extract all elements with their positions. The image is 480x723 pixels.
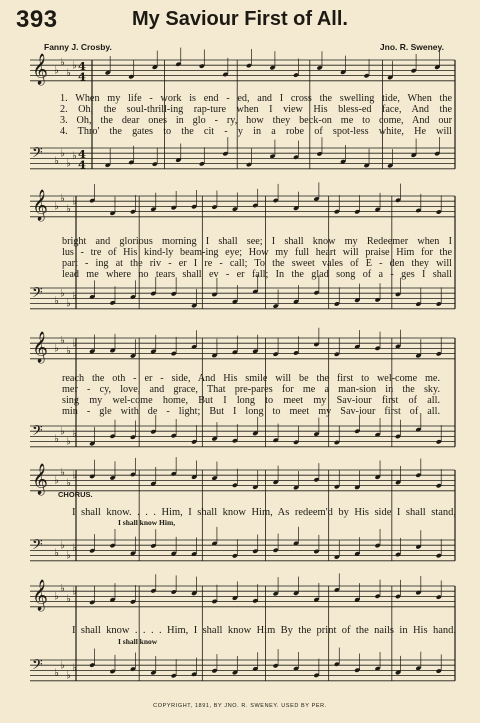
flat-sign: ♭ xyxy=(72,427,77,440)
flat-sign: ♭ xyxy=(54,342,59,355)
flat-sign: ♭ xyxy=(54,667,59,680)
bass-clef: 𝄢 xyxy=(32,284,43,304)
flat-sign: ♭ xyxy=(66,435,71,448)
flat-sign: ♭ xyxy=(54,547,59,560)
flat-sign: ♭ xyxy=(60,287,65,300)
flat-sign: ♭ xyxy=(54,200,59,213)
alto-cue: I shall know xyxy=(118,637,158,646)
flat-sign: ♭ xyxy=(66,203,71,216)
flat-sign: ♭ xyxy=(60,659,65,672)
flat-sign: ♭ xyxy=(54,295,59,308)
hymn-title: My Saviour First of All. xyxy=(132,8,348,30)
flat-sign: ♭ xyxy=(66,549,71,562)
lyric-line: min - gle with de - light; But I long to meet my Sav-iour first of all. xyxy=(62,406,440,417)
flat-sign: ♭ xyxy=(60,147,65,160)
lyric-line: 3. Oh, the dear ones in glo - ry, how they beck-on me to come, And our xyxy=(60,115,452,126)
flat-sign: ♭ xyxy=(72,337,77,350)
lyric-line: lus - tre of His kind-ly beam-ing eye; How my full heart will praise Him for the xyxy=(62,247,452,258)
flat-sign: ♭ xyxy=(66,477,71,490)
flat-sign: ♭ xyxy=(60,539,65,552)
chorus-label: CHORUS. xyxy=(58,490,93,499)
alto-cue: I shall know Him, xyxy=(118,518,176,527)
lyric-line: bright and glorious morning I shall see; I shall know my Redeemer when I xyxy=(62,236,452,247)
treble-clef: 𝄞 xyxy=(32,53,48,85)
flat-sign: ♭ xyxy=(54,590,59,603)
chorus-lyric-line: I shall know . . . . Him, I shall know Him By the print of the nails in His hand. xyxy=(72,625,456,636)
treble-clef: 𝄞 xyxy=(32,189,48,221)
flat-sign: ♭ xyxy=(72,541,77,554)
bass-clef: 𝄢 xyxy=(32,422,43,442)
lyric-line: 1. When my life - work is end - ed, and I cross the swelling tide, When the xyxy=(60,93,452,104)
treble-clef: 𝄞 xyxy=(32,463,48,495)
chorus-lyric-line: I shall know. . . . Him, I shall know Him, As redeem'd by His side I shall stand, xyxy=(72,507,456,518)
bass-clef: 𝄢 xyxy=(32,656,43,676)
flat-sign: ♭ xyxy=(60,425,65,438)
flat-sign: ♭ xyxy=(60,466,65,479)
treble-clef: 𝄞 xyxy=(32,579,48,611)
time-signature-bottom: 4 xyxy=(78,157,86,172)
flat-sign: ♭ xyxy=(72,469,77,482)
lyric-line: 4. Thro' the gates to the cit - y in a robe of spot-less white, He will xyxy=(60,126,452,137)
flat-sign: ♭ xyxy=(54,433,59,446)
lyric-line: 2. Oh, the soul-thrill-ing rap-ture when I view His bless-ed face, And the xyxy=(60,104,452,115)
flat-sign: ♭ xyxy=(66,157,71,170)
flat-sign: ♭ xyxy=(66,67,71,80)
flat-sign: ♭ xyxy=(60,56,65,69)
flat-sign: ♭ xyxy=(60,192,65,205)
time-signature-bottom: 4 xyxy=(78,69,86,84)
flat-sign: ♭ xyxy=(72,149,77,162)
time-signature-top: 4 xyxy=(78,58,86,73)
lyric-line: lead me where no tears shall ev - er fall; In the glad song of a - ges I shall xyxy=(62,269,452,280)
bass-clef: 𝄢 xyxy=(32,144,43,164)
lyric-line: part - ing at the riv - er I re - call; To the sweet vales of E - den they will xyxy=(62,258,452,269)
flat-sign: ♭ xyxy=(54,155,59,168)
copyright-notice: COPYRIGHT, 1891, BY JNO. R. SWENEY. USED BY PER. xyxy=(153,703,327,709)
flat-sign: ♭ xyxy=(54,474,59,487)
lyric-line: mer - cy, love, and grace, That pre-pares for me a man-sion in the sky. xyxy=(62,384,440,395)
flat-sign: ♭ xyxy=(72,59,77,72)
flat-sign: ♭ xyxy=(72,661,77,674)
flat-sign: ♭ xyxy=(60,582,65,595)
flat-sign: ♭ xyxy=(72,289,77,302)
composer-credit: Jno. R. Sweney. xyxy=(379,42,444,52)
treble-clef: 𝄞 xyxy=(32,331,48,363)
flat-sign: ♭ xyxy=(72,585,77,598)
bass-clef: 𝄢 xyxy=(32,536,43,556)
time-signature-top: 4 xyxy=(78,146,86,161)
flat-sign: ♭ xyxy=(66,345,71,358)
flat-sign: ♭ xyxy=(54,64,59,77)
flat-sign: ♭ xyxy=(66,297,71,310)
flat-sign: ♭ xyxy=(60,334,65,347)
lyric-line: reach the oth - er - side, And His smile will be the first to wel-come me. xyxy=(62,373,440,384)
hymn-number: 393 xyxy=(16,6,58,33)
lyricist-credit: Fanny J. Crosby. xyxy=(44,42,112,52)
flat-sign: ♭ xyxy=(66,669,71,682)
flat-sign: ♭ xyxy=(66,593,71,606)
lyric-line: sing my wel-come home, But I long to meet my Sav-iour first of all. xyxy=(62,395,440,406)
flat-sign: ♭ xyxy=(72,195,77,208)
